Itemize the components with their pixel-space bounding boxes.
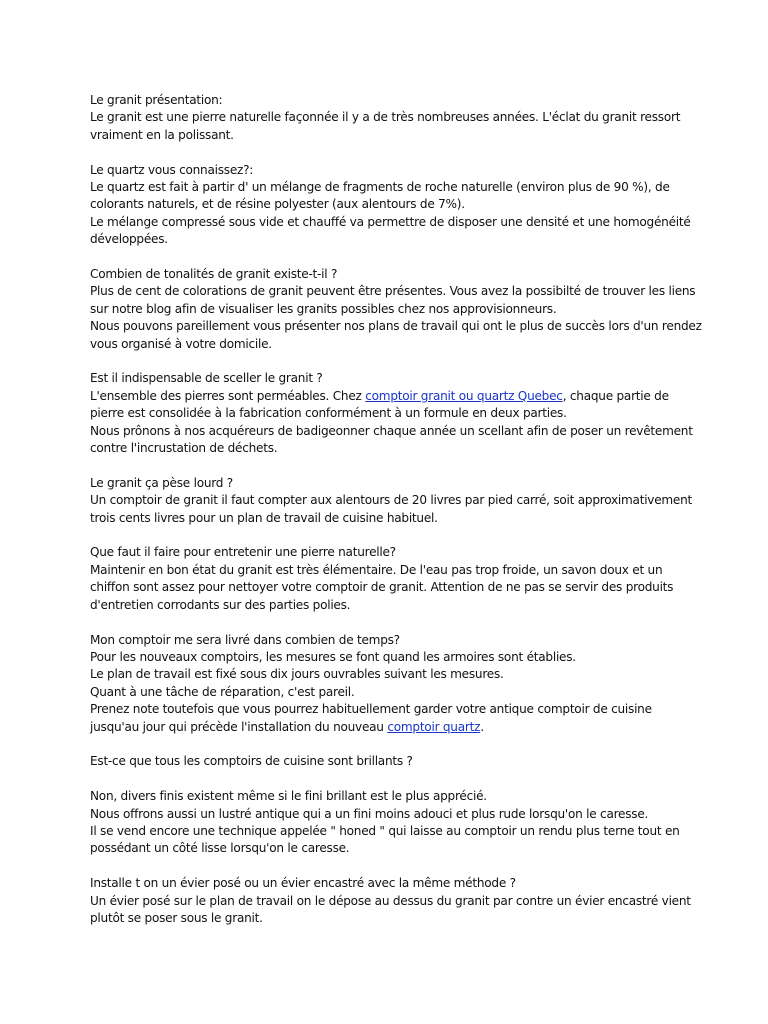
- paragraph-heading-line: [90, 162, 690, 179]
- text-run: pierre est consolidée à la fabrication conformément à un formule en deux parties.: [90, 406, 567, 421]
- text-run: Le granit ça pèse lourd ?: [90, 475, 233, 490]
- text-line: [90, 423, 693, 440]
- text-line: [90, 562, 690, 579]
- text-line: [90, 719, 690, 736]
- paragraph-heading-line: [90, 370, 690, 387]
- inline-link[interactable]: comptoir granit ou quartz Quebec: [365, 388, 563, 403]
- text-run: Est-ce que tous les comptoirs de cuisine sont brillants ?: [90, 754, 413, 769]
- paragraph: [90, 266, 702, 353]
- text-line: [90, 492, 693, 509]
- text-line: [90, 701, 690, 718]
- text-run: chiffon sont assez pour nettoyer votre comptoir de granit. Attention de ne pas se servir des produits: [90, 580, 674, 595]
- paragraph: [90, 92, 690, 144]
- text-run: Non, divers finis existent même si le fini brillant est le plus apprécié.: [90, 789, 487, 804]
- text-line: [90, 510, 690, 527]
- paragraph-heading-line: [90, 875, 690, 892]
- paragraph: [90, 788, 690, 858]
- text-run: Le mélange compressé sous vide et chauffé va permettre de disposer une densité et une homogénéité: [90, 214, 691, 229]
- text-run: Est il indispensable de sceller le granit ?: [90, 371, 323, 386]
- text-run: Mon comptoir me sera livré dans combien de temps?: [90, 632, 400, 647]
- text-line: [90, 440, 690, 457]
- text-run: .: [480, 719, 484, 734]
- text-run: Le plan de travail est fixé sous dix jours ouvrables suivant les mesures.: [90, 667, 504, 682]
- text-line: [90, 179, 690, 196]
- inline-link[interactable]: comptoir quartz: [387, 719, 481, 734]
- text-line: [90, 388, 690, 405]
- text-line: [90, 283, 696, 300]
- text-line: [90, 597, 690, 614]
- text-run: contre l'incrustation de déchets.: [90, 441, 278, 456]
- text-run: Un comptoir de granit il faut compter aux alentours de 20 livres par pied carré, soit approximativement: [90, 493, 693, 508]
- text-line: [90, 196, 690, 213]
- text-line: [90, 301, 690, 318]
- text-run: Nous pouvons pareillement vous présenter nos plans de travail qui ont le plus de succès lors d'un rendez: [90, 319, 702, 334]
- text-run: Nous offrons aussi un lustré antique qui a un fini moins adouci et plus rude lorsqu'on le caresse.: [90, 806, 649, 821]
- text-line: [90, 214, 690, 231]
- text-line: [90, 684, 690, 701]
- text-line: [90, 579, 690, 596]
- text-line: [90, 910, 690, 927]
- text-run: Il se vend encore une technique appelée " honed " qui laisse au comptoir un rendu plus terne tout en: [90, 823, 680, 838]
- text-line: [90, 649, 690, 666]
- text-run: Le granit présentation:: [90, 93, 223, 107]
- text-line: [90, 336, 690, 353]
- text-line: [90, 893, 690, 910]
- paragraph-heading-line: [90, 788, 690, 805]
- text-run: vous organisé à votre domicile.: [90, 336, 272, 351]
- text-run: Le quartz vous connaissez?:: [90, 162, 254, 177]
- text-run: Le quartz est fait à partir d' un mélange de fragments de roche naturelle (environ plus de 90 %), de: [90, 180, 670, 195]
- text-line: [90, 231, 690, 248]
- paragraph: [90, 544, 690, 614]
- text-run: Que faut il faire pour entretenir une pierre naturelle?: [90, 545, 396, 560]
- text-line: [90, 405, 690, 422]
- paragraph: [90, 475, 693, 527]
- paragraph: [90, 875, 690, 927]
- text-run: Prenez note toutefois que vous pourrez habituellement garder votre antique comptoir de cuisine: [90, 702, 652, 717]
- paragraph-heading-line: [90, 632, 690, 649]
- text-run: sur notre blog afin de visualiser les granits possibles chez nos approvisionneurs.: [90, 301, 557, 316]
- text-run: développées.: [90, 232, 168, 247]
- text-run: Maintenir en bon état du granit est très élémentaire. De l'eau pas trop froide, un savon doux et un: [90, 562, 663, 577]
- text-run: , chaque partie de: [562, 388, 669, 403]
- text-line: [90, 666, 690, 683]
- text-run: Nous prônons à nos acquéreurs de badigeonner chaque année un scellant afin de poser un revêtement: [90, 423, 693, 438]
- text-run: Quant à une tâche de réparation, c'est pareil.: [90, 684, 355, 699]
- text-run: Le granit est une pierre naturelle façonnée il y a de très nombreuses années. L'éclat du granit ressort: [90, 110, 681, 125]
- text-run: d'entretien corrodants sur des parties polies.: [90, 597, 351, 612]
- text-run: Un évier posé sur le plan de travail on le dépose au dessus du granit par contre un évier encastré vient: [90, 893, 691, 908]
- paragraph-heading-line: [90, 544, 690, 561]
- paragraph: [90, 753, 690, 770]
- text-run: trois cents livres pour un plan de travail de cuisine habituel.: [90, 510, 438, 525]
- text-run: possédant un côté lisse lorsqu'on le caresse.: [90, 841, 350, 856]
- text-line: [90, 823, 690, 840]
- paragraph: [90, 632, 690, 736]
- paragraph-heading-line: [90, 92, 690, 109]
- paragraph: [90, 162, 690, 249]
- text-run: Pour les nouveaux comptoirs, les mesures se font quand les armoires sont établies.: [90, 649, 576, 664]
- text-line: [90, 806, 690, 823]
- paragraph-heading-line: [90, 753, 690, 770]
- paragraph-heading-line: [90, 266, 690, 283]
- text-run: Installe t on un évier posé ou un évier encastré avec la même méthode ?: [90, 876, 516, 891]
- text-run: vraiment en la polissant.: [90, 127, 234, 142]
- text-line: [90, 127, 690, 144]
- text-run: L'ensemble des pierres sont perméables. Chez: [90, 388, 366, 403]
- text-line: [90, 840, 690, 857]
- text-line: [90, 318, 702, 335]
- text-run: jusqu'au jour qui précède l'installation du nouveau: [90, 719, 388, 734]
- paragraph: [90, 370, 693, 457]
- text-run: Plus de cent de colorations de granit peuvent être présentes. Vous avez la possibilté de trouver les liens: [90, 284, 696, 299]
- text-line: [90, 109, 690, 126]
- text-run: colorants naturels, et de résine polyester (aux alentours de 7%).: [90, 197, 465, 212]
- text-run: plutôt se poser sous le granit.: [90, 910, 263, 925]
- text-run: Combien de tonalités de granit existe-t-il ?: [90, 267, 338, 282]
- document-body: [90, 92, 702, 945]
- paragraph-heading-line: [90, 475, 690, 492]
